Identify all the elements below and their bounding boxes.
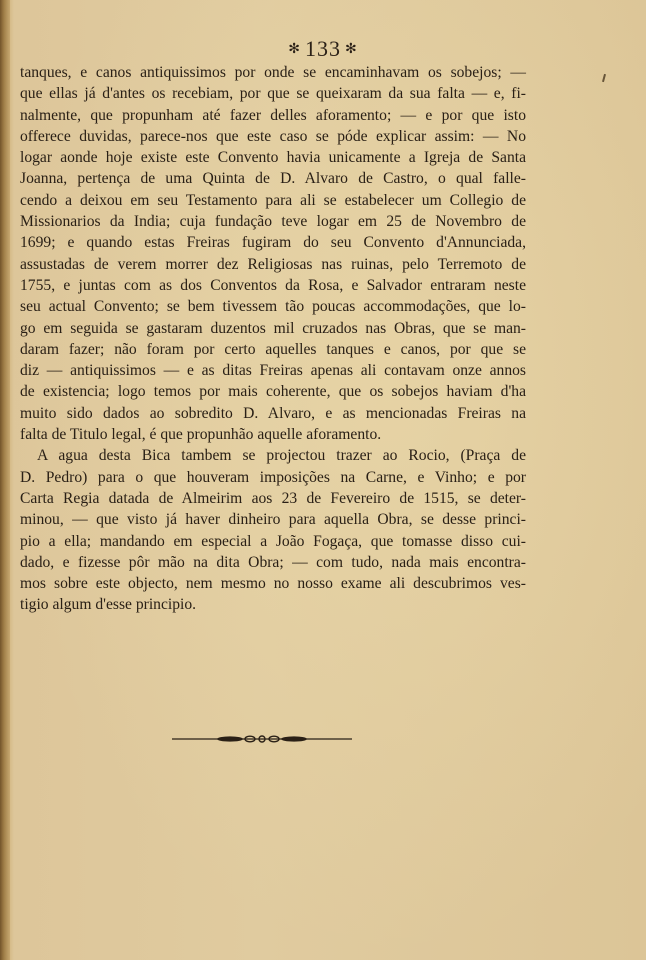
page-number-header [0,36,646,62]
asterism-left-icon: ✻ [288,42,301,57]
paragraph-2 [20,445,526,615]
text-line: diz — antiquissimos — e as ditas Freiras apenas ali contavam onze annos [20,362,526,380]
page-number: 133 [305,36,341,61]
text-line: falta de Titulo legal, é que propunhão aquelle aforamento. [20,426,382,444]
text-line: minou, — que visto já haver dinheiro para aquella Obra, se desse princi- [20,511,526,529]
text-line: cendo a deixou em seu Testamento para ali se estabelecer um Collegio de [20,191,526,209]
text-line: logar aonde hoje existe este Convento havia unicamente a Igreja de Santa [20,149,526,167]
text-line: 1699; e quando estas Freiras fugiram do seu Convento d'Annunciada, [20,234,526,252]
body-text [20,62,526,616]
text-line: offerece duvidas, parece-nos que este caso se póde explicar assim: — No [20,127,526,145]
text-line: que ellas já d'antes os recebiam, por que se queixaram da sua falta — e, fi- [20,85,526,103]
text-line: dado, e fizesse pôr mão na dita Obra; — com tudo, nada mais encontra- [20,553,526,571]
section-end-ornament-icon [172,733,352,745]
text-line: nalmente, que propunham até fazer delles aforamento; — e por que isto [20,106,526,124]
text-line: 1755, e juntas com as dos Conventos da Rosa, e Salvador entraram neste [20,276,526,294]
text-line: daram fazer; não foram por certo aquelles tanques e canos, por que se [20,340,526,358]
text-line: go em seguida se gastaram duzentos mil cruzados nas Obras, que se man- [20,319,526,337]
text-line: tanques, e canos antiquissimos por onde se encaminhavam os sobejos; — [20,64,526,81]
text-line: mos sobre este objecto, nem mesmo no nosso exame ali descubrimos ves- [20,575,526,593]
text-line: D. Pedro) para o que houveram imposições na Carne, e Vinho; e por [20,468,526,486]
page-binding-edge [0,0,10,960]
text-line: Missionarios da India; cuja fundação teve logar em 25 de Novembro de [20,213,526,231]
margin-mark [602,74,606,82]
paragraph-1 [20,62,526,445]
text-line: seu actual Convento; se bem tivessem tão poucas accommodações, que lo- [20,298,526,316]
asterism-right-icon: ✻ [345,42,358,57]
text-line: Joanna, pertença de uma Quinta de D. Alvaro de Castro, o qual falle- [20,170,526,188]
text-line: Carta Regia datada de Almeirim aos 23 de Fevereiro de 1515, se deter- [20,489,526,507]
text-line: pio a ella; mandando em especial a João Fogaça, que tomasse disso cui- [20,532,526,550]
text-line: muito sido dados ao sobredito D. Alvaro, e as mencionadas Freiras na [20,404,526,422]
text-line: de existencia; logo temos por mais coherente, que os sobejos haviam d'ha [20,383,526,401]
text-line: A agua desta Bica tambem se projectou trazer ao Rocio, (Praça de [37,447,526,465]
text-line: tigio algum d'esse principio. [20,596,197,614]
text-line: assustadas de verem morrer dez Religiosas nas ruinas, pelo Terremoto de [20,255,526,273]
